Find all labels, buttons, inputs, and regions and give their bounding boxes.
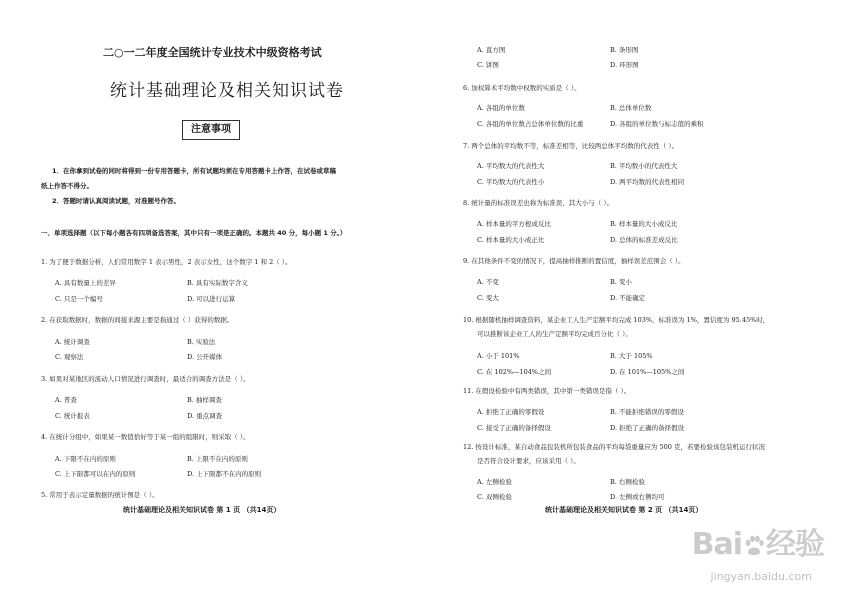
- option: B. 样本量的大小成反比: [610, 220, 678, 228]
- option: B. 上限不在内的原则: [187, 455, 248, 463]
- question-1: 1. 为了便于数据分析，人们常用数字 1 表示男性，2 表示女性，这个数字 1 和 2（ ）。: [41, 258, 292, 266]
- watermark-logo-text-left: Bai: [691, 527, 742, 562]
- watermark-url: jingyan.baidu.com: [710, 570, 812, 583]
- question-6: 6. 加权算术平均数中权数的实质是（ ）。: [463, 84, 581, 92]
- notice-item-1: 1．在你拿到试卷的同时将得到一份专用答题卡，所有试题均须在专用答题卡上作答，在试卷或草稿: [52, 167, 337, 175]
- option: C. 变大: [477, 294, 499, 302]
- option: D. 公开媒体: [187, 353, 223, 361]
- option: A. 直方图: [477, 46, 506, 54]
- baidu-watermark-logo: [692, 519, 824, 563]
- option: A. 样本量的平方根成反比: [477, 220, 551, 228]
- option: C. 平均数大的代表性小: [477, 178, 545, 186]
- option: B. 具有实际数字含义: [187, 279, 248, 287]
- option: B. 条形图: [610, 46, 639, 54]
- option: B. 总体单位数: [610, 104, 652, 112]
- question-12-cont: 是否符合设计要求，应该采用（ ）。: [477, 457, 580, 465]
- question-4: 4. 在统计分组中，如果某一数值恰好等于某一组的组限时，则采取（ ）。: [41, 433, 250, 441]
- option: D. 两平均数的代表性相同: [610, 178, 685, 186]
- option: C. 观察法: [55, 353, 84, 361]
- option: D. 总体的标准差成反比: [610, 236, 678, 244]
- option: A. 统计调查: [55, 338, 90, 346]
- section-heading: 一、单项选择题（以下每小题各有四项备选答案，其中只有一项是正确的。本题共 40 分，每小题 1 分。）: [41, 229, 347, 237]
- option: D. 环形图: [610, 61, 639, 69]
- option: A. 拒绝了正确的零假设: [477, 408, 545, 416]
- option: A. 具有数量上的差异: [55, 279, 116, 287]
- option: A. 不变: [477, 278, 499, 286]
- option: B. 变小: [610, 278, 632, 286]
- option: B. 实验法: [187, 338, 216, 346]
- option: C. 只是一个编号: [55, 295, 103, 303]
- option: A. 下限不在内的原则: [55, 455, 116, 463]
- option: A. 平均数大的代表性大: [477, 162, 545, 170]
- option: C. 接受了正确的备择假设: [477, 424, 551, 432]
- option: A. 小于 101%: [477, 352, 520, 360]
- option: A. 左侧检验: [477, 478, 512, 486]
- page-footer: 统计基础理论及相关知识试卷 第 1 页 （共14页）: [123, 506, 281, 514]
- option: C. 饼图: [477, 61, 499, 69]
- option: C. 统计报表: [55, 412, 90, 420]
- question-7: 7. 两个总体的平均数不等，标准差相等，比较两总体平均数的代表性（ ）。: [463, 142, 679, 150]
- option: C. 样本量的大小成正比: [477, 236, 545, 244]
- question-2: 2. 在获取数据时，数据的间接来源主要是指通过（ ）获得的数据。: [41, 316, 234, 324]
- option: B. 右侧检验: [610, 478, 645, 486]
- option: C. 在 102%—104%之间: [477, 368, 552, 376]
- option: A. 普查: [55, 396, 77, 404]
- question-12: 12. 按设计标准，某自动食品包装机所包装食品的平均每袋重量应为 500 克，若要检验该包装机运行状况: [463, 443, 765, 451]
- notice-item-2: 2．答题时请认真阅读试题，对准题号作答。: [52, 197, 181, 205]
- paper-title: 统计基础理论及相关知识试卷: [110, 81, 344, 101]
- watermark-logo-text-right: 经验: [766, 527, 824, 562]
- notice-heading: 注意事项: [182, 120, 240, 140]
- question-11: 11. 在假设检验中有两类错误，其中第一类错误是指（ ）。: [463, 387, 631, 395]
- question-9: 9. 在其他条件不变的情况下，提高抽样推断的置信度，抽样误差范围会（ ）。: [463, 257, 685, 265]
- question-8: 8. 统计量的标准误差也称为标准误，其大小与（ ）。: [463, 199, 614, 207]
- notice-item-1-cont: 纸上作答不得分。: [41, 182, 93, 190]
- option: C. 双侧检验: [477, 493, 512, 501]
- option: C. 上下限都可以在内的原则: [55, 470, 136, 478]
- option: A. 各组的单位数: [477, 104, 525, 112]
- option: C. 各组的单位数占总体单位数的比重: [477, 120, 584, 128]
- option: D. 各组的单位数与标志值的乘积: [610, 120, 704, 128]
- paw-icon: [744, 535, 764, 557]
- option: D. 重点调查: [187, 412, 223, 420]
- option: D. 拒绝了正确的备择假设: [610, 424, 685, 432]
- option: B. 平均数小的代表性大: [610, 162, 678, 170]
- option: D. 可以进行运算: [187, 295, 236, 303]
- option: B. 大于 105%: [610, 352, 653, 360]
- question-10-cont: 可以推断该企业工人的生产定额平均完成百分比（ ）。: [477, 330, 632, 338]
- option: D. 左侧或右侧均可: [610, 493, 665, 501]
- exam-title: 二○一二年度全国统计专业技术中级资格考试: [103, 46, 322, 59]
- option: D. 不能确定: [610, 294, 646, 302]
- option: D. 上下限都不在内的原则: [187, 470, 262, 478]
- option: B. 不能拒绝错误的零假设: [610, 408, 684, 416]
- page-footer: 统计基础理论及相关知识试卷 第 2 页 （共14页）: [545, 506, 703, 514]
- option: B. 抽样调查: [187, 396, 222, 404]
- question-10: 10. 根据随机抽样调查资料，某企业工人生产定额平均完成 103%，标准误为 1%，置信度为 95.45%时，: [463, 316, 770, 324]
- question-3: 3. 如果对某地区的流动人口情况进行调查时，最适合的调查方法是（ ）。: [41, 375, 250, 383]
- question-5: 5. 常用于表示定量数据的统计图是（ ）。: [41, 491, 159, 499]
- option: D. 在 101%—105%之间: [610, 368, 685, 376]
